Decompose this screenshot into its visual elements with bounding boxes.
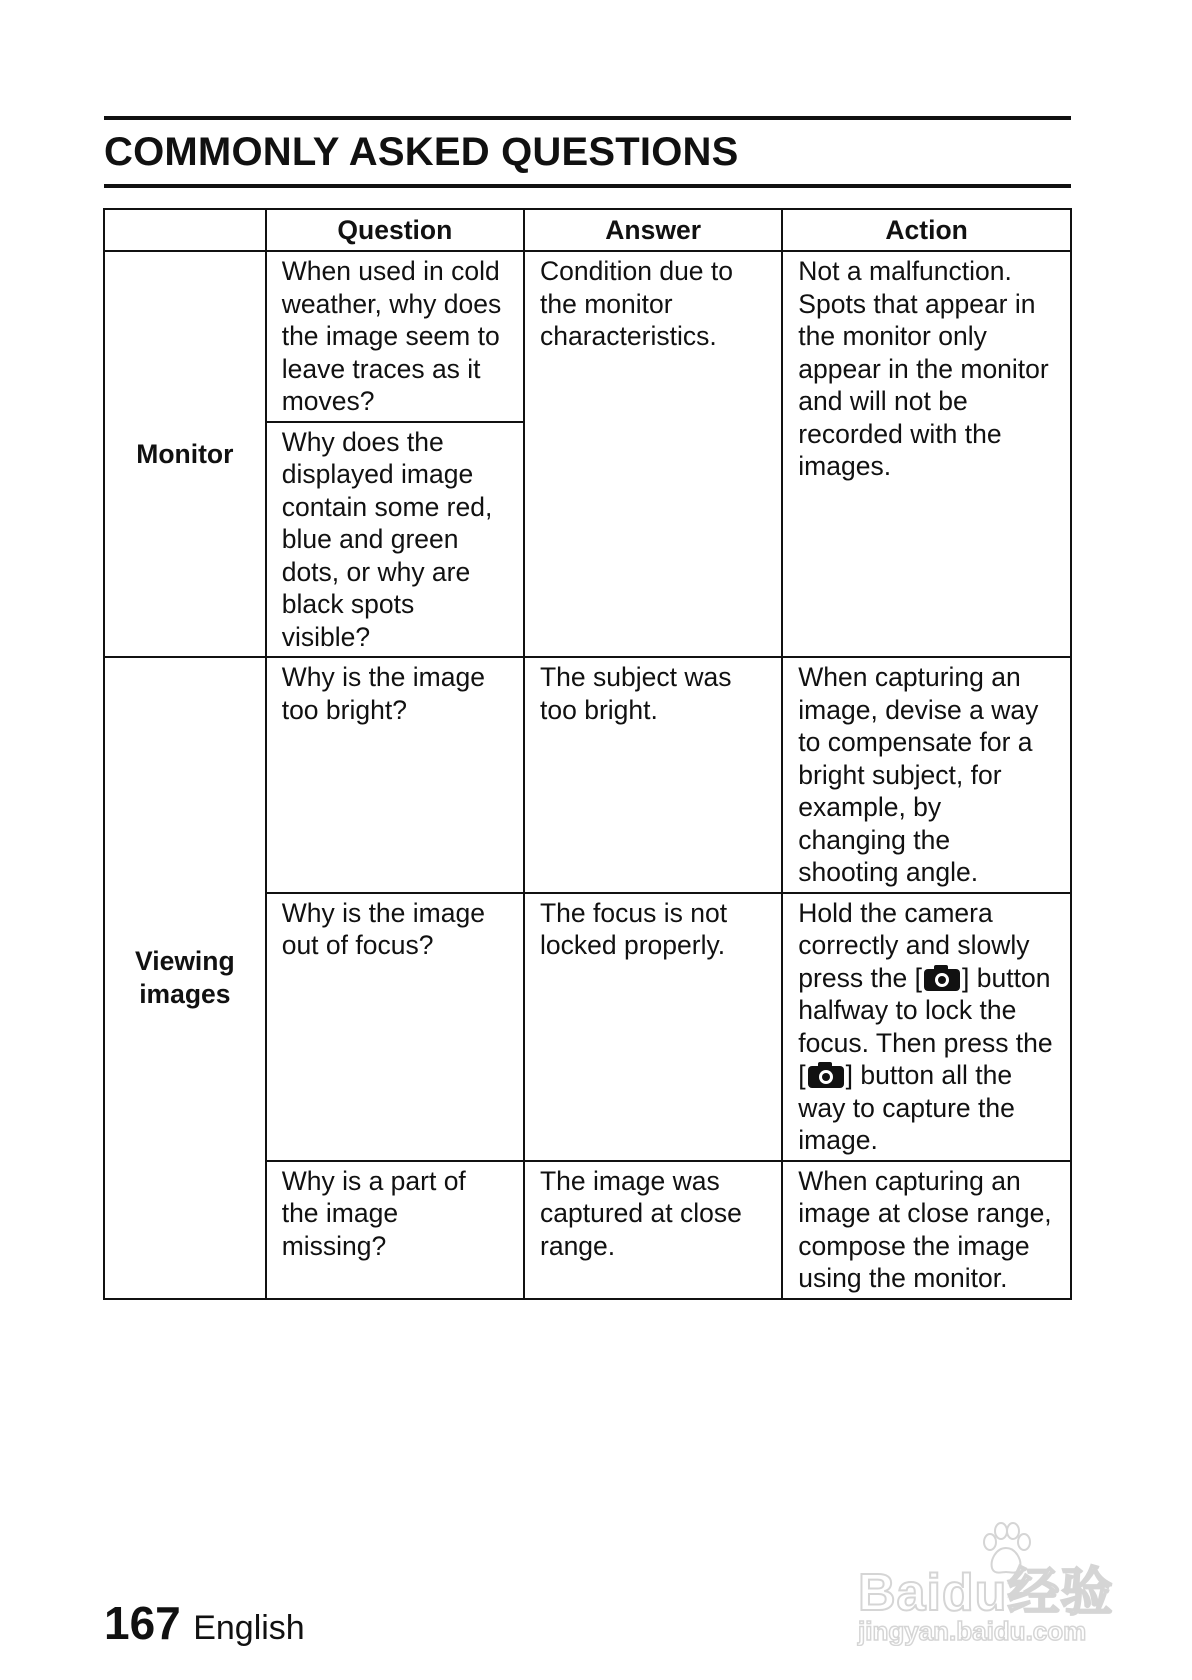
answer-cell: The image was captured at close range. bbox=[524, 1161, 782, 1299]
header-answer: Answer bbox=[524, 209, 782, 251]
faq-table bbox=[103, 208, 1072, 1300]
answer-cell: Condition due to the monitor characteristics. bbox=[524, 251, 782, 657]
action-cell: When capturing an image at close range, compose the image using the monitor. bbox=[782, 1161, 1071, 1299]
header-category-empty bbox=[104, 209, 266, 251]
camera-shutter-icon bbox=[808, 1062, 844, 1088]
table-row bbox=[104, 657, 1071, 893]
title-rule-top bbox=[104, 116, 1071, 120]
page-footer bbox=[104, 1596, 305, 1650]
page-title: COMMONLY ASKED QUESTIONS bbox=[104, 130, 739, 174]
watermark-brand: Baidu经验 bbox=[858, 1564, 1114, 1622]
question-cell: Why does the displayed image contain some red, blue and green dots, or why are black spots visible? bbox=[266, 422, 524, 658]
table-row bbox=[104, 251, 1071, 422]
category-monitor: Monitor bbox=[104, 251, 266, 657]
watermark-url: jingyan.baidu.com bbox=[858, 1616, 1087, 1646]
header-question: Question bbox=[266, 209, 524, 251]
question-cell: Why is the image out of focus? bbox=[266, 893, 524, 1161]
question-cell: When used in cold weather, why does the image seem to leave traces as it moves? bbox=[266, 251, 524, 422]
action-text-part1: Hold the camera correctly and slowly press the [ bbox=[798, 897, 1030, 993]
action-text-part3: ] button all the way to capture the image. bbox=[798, 1060, 1015, 1155]
header-action: Action bbox=[782, 209, 1071, 251]
answer-cell: The subject was too bright. bbox=[524, 657, 782, 893]
baidu-watermark bbox=[858, 1520, 1138, 1660]
action-cell: Not a malfunction. Spots that appear in the monitor only appear in the monitor and will not be recorded with the images. bbox=[782, 251, 1071, 657]
action-cell: When capturing an image, devise a way to compensate for a bright subject, for example, by changing the shooting angle. bbox=[782, 657, 1071, 893]
action-cell bbox=[782, 893, 1071, 1161]
table-header-row bbox=[104, 209, 1071, 251]
category-viewing-images bbox=[104, 657, 266, 1299]
camera-shutter-icon bbox=[924, 965, 960, 991]
question-cell: Why is a part of the image missing? bbox=[266, 1161, 524, 1299]
page-number: 167 bbox=[104, 1597, 181, 1649]
question-cell: Why is the image too bright? bbox=[266, 657, 524, 893]
answer-cell: The focus is not locked properly. bbox=[524, 893, 782, 1161]
page-language: English bbox=[193, 1609, 305, 1647]
category-viewing-line1: Viewing bbox=[135, 946, 235, 977]
action-text-part2: ] button halfway to lock the focus. Then press the [ bbox=[798, 962, 1053, 1090]
category-viewing-line2: images bbox=[139, 978, 231, 1009]
title-rule-bottom bbox=[104, 184, 1071, 188]
